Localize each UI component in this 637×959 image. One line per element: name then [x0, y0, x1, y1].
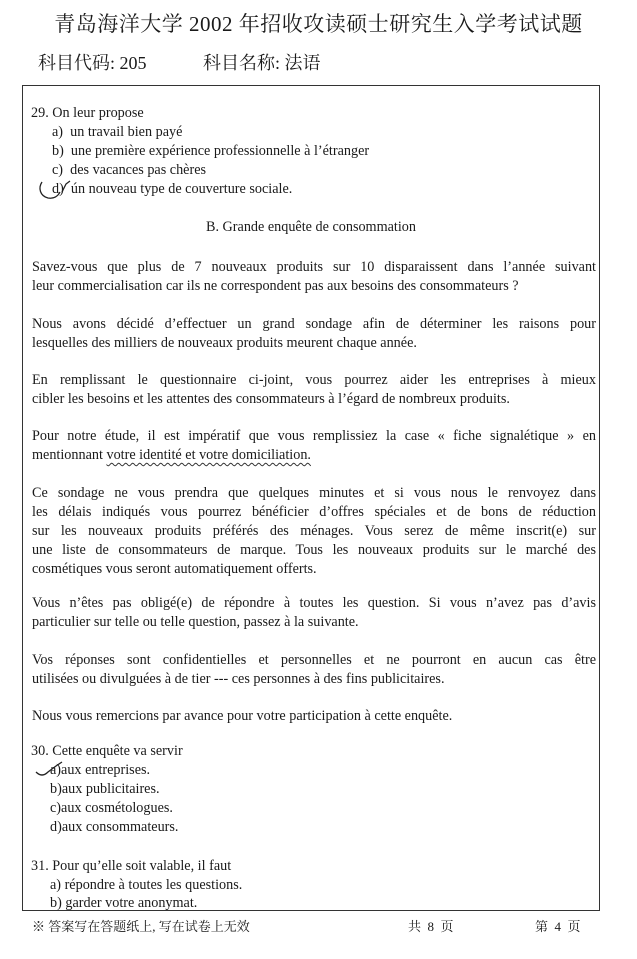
q30-option-b: b)aux publicitaires.	[50, 781, 160, 797]
subject-name-value: 法语	[284, 53, 321, 73]
exam-title: 青岛海洋大学 2002 年招收攻读硕士研究生入学考试试题	[54, 12, 583, 36]
paragraph-4: Pour notre étude, il est impératif que vous remplissiez la case « fiche signalétique » en mentionnant votre identité et votre domiciliation.	[32, 428, 596, 463]
footer-note: ※ 答案写在答题纸上, 写在试卷上无效	[32, 919, 250, 934]
q29-stem: 29. On leur propose	[31, 105, 144, 121]
paragraph-3: En remplissant le questionnaire ci-joint, vous pourrez aider les entreprises à mieux cibler les besoins et les attentes des consommateurs à l’égard de nombreux produits.	[32, 372, 596, 407]
q29-option-a: a) un travail bien payé	[52, 124, 183, 140]
handwritten-underline: votre identité et votre domiciliation.	[106, 447, 311, 463]
paragraph-6: Vous n’êtes pas obligé(e) de répondre à toutes les question. Si vous n’avez pas d’avis particulier sur telle ou telle question, passez à la suivante.	[32, 595, 596, 630]
paragraph-2: Nous avons décidé d’effectuer un grand sondage afin de déterminer les raisons pour lesquelles des milliers de nouveaux produits meurent chaque année.	[32, 316, 596, 351]
paragraph-7: Vos réponses sont confidentielles et personnelles et ne pourront en aucun cas être utilisées ou divulguées à de tier --- ces personnes à des fins publicitaires.	[32, 652, 596, 687]
q31-stem: 31. Pour qu’elle soit valable, il faut	[31, 858, 232, 874]
footer-total-pages: 共 8 页	[408, 919, 454, 934]
q31-option-a: a) répondre à toutes les questions.	[50, 877, 243, 893]
q29-option-d: d) ún nouveau type de couverture sociale.	[52, 181, 293, 197]
subject-name	[203, 49, 321, 75]
paragraph-8: Nous vous remercions par avance pour votre participation à cette enquête.	[32, 708, 453, 724]
q31-option-b: b) garder votre anonymat.	[50, 895, 198, 911]
handwritten-check-mark-q29	[36, 178, 76, 204]
q29-option-c: c) des vacances pas chères	[52, 162, 207, 178]
subject-code	[38, 49, 147, 75]
subject-code-value: 205	[119, 53, 147, 73]
subject-row	[38, 49, 321, 75]
footer-current-page: 第 4 页	[535, 919, 581, 934]
q30-option-d: d)aux consommateurs.	[50, 819, 179, 835]
q29-option-b: b) une première expérience professionnelle à l’étranger	[52, 143, 370, 159]
paragraph-1: Savez-vous que plus de 7 nouveaux produits sur 10 disparaissent dans l’année suivant leur commercialisation car ils ne correspondent pas aux besoins des consommateurs ?	[32, 259, 596, 294]
q30-option-a: a)aux entreprises.	[50, 762, 151, 778]
q30-stem: 30. Cette enquête va servir	[31, 743, 183, 759]
subject-name-label: 科目名称:	[203, 53, 281, 73]
paragraph-5: Ce sondage ne vous prendra que quelques minutes et si vous nous le renvoyez dans les délais indiqués vous pourrez bénéficier d’offres spéciales et de bons de réduction sur les nouveaux produits préférés des ménages. Vous serez de même inscrit(e) sur une liste de consommateurs de marque. Tous les nouveaux produits sur le marché des cosmétiques vous seront automatiquement offerts.	[32, 485, 596, 577]
q30-option-c: c)aux cosmétologues.	[50, 800, 173, 816]
subject-code-label: 科目代码:	[38, 53, 116, 73]
section-b-title: B. Grande enquête de consommation	[206, 219, 416, 235]
handwritten-check-mark-q30	[34, 760, 68, 780]
